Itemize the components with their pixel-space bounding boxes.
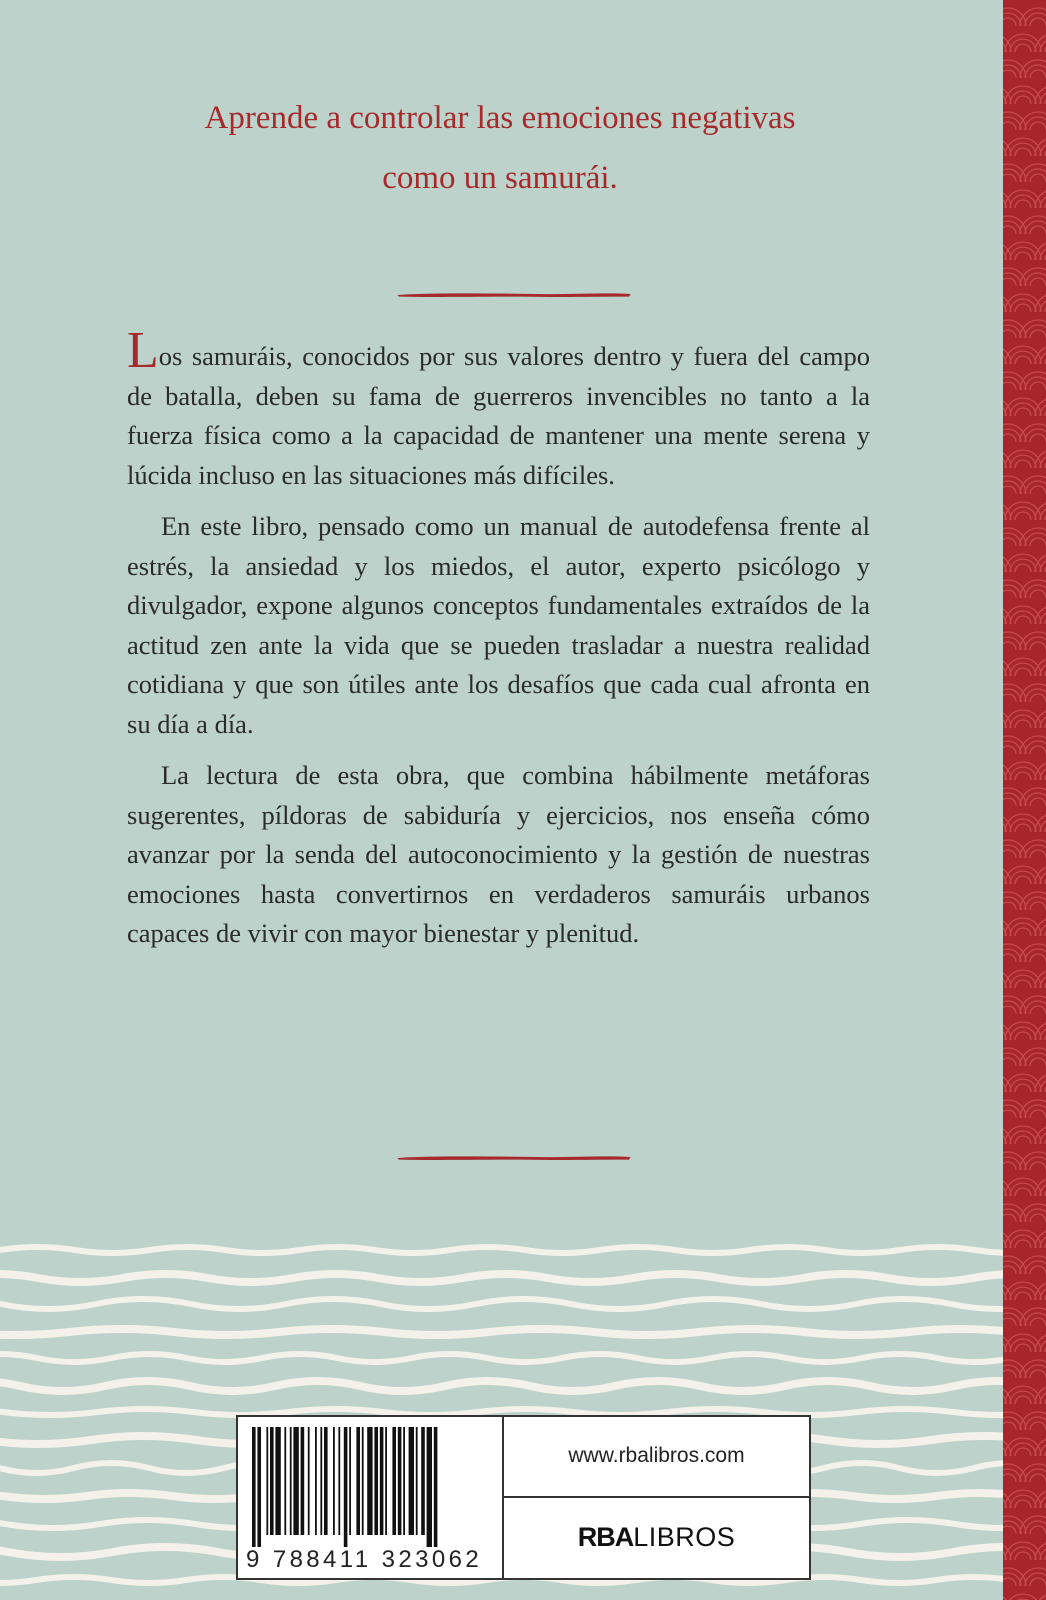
spine-arc xyxy=(1030,18,1046,26)
spine-arc xyxy=(1010,975,1036,988)
spine-arc xyxy=(1010,247,1036,260)
spine-arc xyxy=(1015,564,1031,572)
spine-arc xyxy=(1003,538,1016,546)
spine-arc xyxy=(1010,1339,1036,1352)
spine-arc xyxy=(1010,1391,1036,1404)
spine-arc xyxy=(1003,382,1016,390)
barcode-bar xyxy=(293,1427,298,1535)
spine-arc xyxy=(1015,876,1031,884)
spine-arc xyxy=(1015,980,1031,988)
spine-arc xyxy=(1003,1526,1016,1534)
spine-arc xyxy=(1010,1235,1036,1248)
spine-arc xyxy=(1030,746,1046,754)
brush-divider-top xyxy=(372,290,656,300)
spine-arc xyxy=(1030,434,1046,442)
spine-arc xyxy=(1015,616,1031,624)
spine-arc xyxy=(1030,1162,1046,1170)
barcode-bar xyxy=(333,1427,335,1535)
barcode-bar xyxy=(344,1427,348,1547)
spine-arc xyxy=(1003,122,1016,130)
barcode-bar xyxy=(434,1427,438,1547)
publisher-logo-bold: RBA xyxy=(577,1522,634,1553)
spine-arc xyxy=(1003,1370,1016,1378)
spine-arc xyxy=(1003,694,1016,702)
spine-arc xyxy=(1030,226,1046,234)
spine-arc xyxy=(1030,382,1046,390)
publisher-logo xyxy=(504,1498,809,1579)
publisher-logo-light: LIBROS xyxy=(633,1522,736,1553)
spine-arc xyxy=(1010,871,1036,884)
spine-arc xyxy=(1010,507,1036,520)
wave-line xyxy=(0,1299,1003,1309)
spine-arc xyxy=(1030,590,1046,598)
wave-line xyxy=(0,1274,1003,1282)
spine-arc xyxy=(1015,1188,1031,1196)
spine-arc xyxy=(1030,1578,1046,1586)
barcode-bar xyxy=(409,1427,414,1535)
spine-arc xyxy=(1030,174,1046,182)
spine-arc xyxy=(1010,767,1036,780)
brush-divider-bottom xyxy=(372,1153,656,1163)
spine-arc xyxy=(1010,611,1036,624)
spine-arc xyxy=(1010,1495,1036,1508)
spine-arc xyxy=(1030,1370,1046,1378)
spine-arc xyxy=(1010,143,1036,156)
barcode-bar xyxy=(385,1427,387,1535)
spine-arc xyxy=(1003,1006,1016,1014)
spine-arc xyxy=(1015,824,1031,832)
spine-arc xyxy=(1003,486,1016,494)
barcode-bars xyxy=(252,1427,490,1547)
spine-arc xyxy=(1010,559,1036,572)
wave-line xyxy=(0,1329,1003,1335)
spine-arc xyxy=(1010,1183,1036,1196)
barcode-bar xyxy=(257,1427,261,1547)
spine-arc xyxy=(1003,850,1016,858)
tagline xyxy=(120,88,880,208)
spine-arc xyxy=(1003,278,1016,286)
spine-arc xyxy=(1010,299,1036,312)
spine-arc xyxy=(1003,18,1016,26)
spine-arc xyxy=(1030,1318,1046,1326)
spine-arc xyxy=(1010,403,1036,416)
spine-arc xyxy=(1030,486,1046,494)
spine-arc xyxy=(1015,668,1031,676)
barcode-panel xyxy=(236,1415,811,1580)
spine-arc xyxy=(1015,460,1031,468)
spine-arc xyxy=(1015,1344,1031,1352)
spine-arc xyxy=(1003,70,1016,78)
spine-arc xyxy=(1003,174,1016,182)
spine-arc xyxy=(1015,1552,1031,1560)
paragraph-2: En este libro, pensado como un manual de autodefensa frente al estrés, la ansiedad y los miedos, el autor, experto psicólogo y divulgador, expone algunos conceptos fundamentales extraídos de la actitud zen ante la vida que se pueden trasladar a nuestra realidad cotidiana y que son útiles ante los desafíos que cada cual afronta en su día a día. xyxy=(127,511,870,739)
wave-line xyxy=(0,1247,1003,1253)
spine-arc xyxy=(1030,1474,1046,1482)
spine-arc xyxy=(1003,1318,1016,1326)
barcode-bar xyxy=(320,1427,322,1535)
spine-arc xyxy=(1003,590,1016,598)
spine-arc xyxy=(1030,642,1046,650)
spine-arc xyxy=(1003,1422,1016,1430)
barcode-bar xyxy=(315,1427,317,1535)
barcode-bar xyxy=(380,1427,384,1535)
barcode-bar xyxy=(367,1427,372,1535)
spine-arc xyxy=(1010,1443,1036,1456)
spine-arc xyxy=(1015,408,1031,416)
spine-arc xyxy=(1003,1578,1016,1586)
tagline-line-2: como un samurái. xyxy=(382,160,618,196)
spine-arc xyxy=(1030,850,1046,858)
spine-arc xyxy=(1003,1110,1016,1118)
barcode-bar xyxy=(301,1427,305,1535)
wave-line xyxy=(0,1381,1003,1391)
spine-arc xyxy=(1010,351,1036,364)
publisher-website: www.rbalibros.com xyxy=(504,1417,809,1498)
barcode-bar xyxy=(392,1427,396,1535)
spine-arc xyxy=(1003,330,1016,338)
spine-arc xyxy=(1030,1214,1046,1222)
spine-arc xyxy=(1030,70,1046,78)
barcode-bar xyxy=(275,1427,280,1535)
spine-arc xyxy=(1003,434,1016,442)
paragraph-1-text: os samuráis, conocidos por sus valores dentro y fuera del campo de batalla, deben su fama de guerreros invencibles no tanto a la fuerza física como a la capacidad de mantener una mente serena y lúcida incluso en las situaciones más difíciles. xyxy=(127,341,870,490)
spine-arc xyxy=(1010,39,1036,52)
spine-arc xyxy=(1015,1448,1031,1456)
spine-arc xyxy=(1010,1079,1036,1092)
spine-arc xyxy=(1010,663,1036,676)
spine-arc xyxy=(1003,1266,1016,1274)
barcode-bar xyxy=(252,1427,256,1547)
isbn-digits: 9 788411 323062 xyxy=(246,1546,483,1573)
spine-arc xyxy=(1015,44,1031,52)
spine-arc xyxy=(1010,1027,1036,1040)
spine-arc xyxy=(1003,746,1016,754)
spine-arc xyxy=(1015,1084,1031,1092)
spine-arc xyxy=(1003,1162,1016,1170)
barcode-bar xyxy=(416,1427,418,1535)
spine-arc xyxy=(1010,819,1036,832)
spine-arc xyxy=(1010,1131,1036,1144)
spine-arc xyxy=(1003,1474,1016,1482)
spine-arc xyxy=(1015,252,1031,260)
spine-arc xyxy=(1003,1214,1016,1222)
spine-arc xyxy=(1010,91,1036,104)
spine-arc xyxy=(1010,1287,1036,1300)
paragraph-3: La lectura de esta obra, que combina hábilmente metáforas sugerentes, píldoras de sabiduría y ejercicios, nos enseña cómo avanzar por la senda del autoconocimiento y la gestión de nuestras emociones hasta convertirnos en verdaderos samuráis urbanos capaces de vivir con mayor bienestar y plenitud. xyxy=(127,760,870,948)
spine-arc xyxy=(1030,122,1046,130)
barcode-bar xyxy=(308,1427,310,1535)
barcode-bar xyxy=(362,1427,364,1535)
spine-arc xyxy=(1010,715,1036,728)
spine-arc xyxy=(1030,1266,1046,1274)
barcode-bar xyxy=(284,1427,286,1535)
barcode-bar xyxy=(290,1427,292,1535)
spine-arc xyxy=(1010,195,1036,208)
barcode-bar xyxy=(338,1427,340,1535)
spine-arc xyxy=(1015,96,1031,104)
spine-arc xyxy=(1003,226,1016,234)
barcode-bar xyxy=(403,1427,405,1535)
barcode-bar xyxy=(421,1427,425,1535)
paragraph-1 xyxy=(127,322,870,495)
spine-arc xyxy=(1010,1547,1036,1560)
drop-cap: L xyxy=(127,322,159,379)
tagline-line-1: Aprende a controlar las emociones negativas xyxy=(204,100,796,136)
spine-arc xyxy=(1030,954,1046,962)
spine-arc xyxy=(1003,954,1016,962)
spine-arc xyxy=(1030,1526,1046,1534)
spine-arc xyxy=(1010,923,1036,936)
red-spine-pattern xyxy=(1003,0,1046,1600)
spine-arc xyxy=(1015,304,1031,312)
spine-arc xyxy=(1030,1110,1046,1118)
barcode-bar xyxy=(349,1427,351,1535)
spine-arc xyxy=(1003,642,1016,650)
spine-arc xyxy=(1015,928,1031,936)
barcode-bar xyxy=(356,1427,360,1535)
spine-arc xyxy=(1030,694,1046,702)
spine-arc xyxy=(1015,148,1031,156)
wave-line xyxy=(0,1354,1003,1362)
spine-arc xyxy=(1030,902,1046,910)
spine-arc xyxy=(1015,720,1031,728)
isbn-barcode xyxy=(238,1417,504,1578)
spine-arc xyxy=(1015,1136,1031,1144)
spine-arc xyxy=(1003,902,1016,910)
publisher-info xyxy=(504,1417,809,1578)
spine-arc xyxy=(1015,772,1031,780)
barcode-bar xyxy=(374,1427,378,1535)
spine-arc xyxy=(1015,1240,1031,1248)
spine-arc xyxy=(1030,798,1046,806)
spine-arc xyxy=(1030,1006,1046,1014)
spine-arc xyxy=(1030,278,1046,286)
spine-arc xyxy=(1003,798,1016,806)
book-description xyxy=(127,322,870,966)
spine-arc xyxy=(1035,1594,1046,1600)
spine-arc xyxy=(1015,356,1031,364)
spine-arc xyxy=(1030,330,1046,338)
barcode-bar xyxy=(398,1427,402,1535)
spine-arc xyxy=(1030,538,1046,546)
spine-arc xyxy=(1015,1292,1031,1300)
barcode-bar xyxy=(266,1427,268,1535)
spine-arc xyxy=(1003,1058,1016,1066)
spine-arc xyxy=(1015,200,1031,208)
barcode-bar xyxy=(270,1427,274,1535)
barcode-bar xyxy=(427,1427,432,1547)
spine-arc xyxy=(1010,455,1036,468)
barcode-bar xyxy=(324,1427,328,1535)
spine-arc xyxy=(1030,1058,1046,1066)
spine-arc xyxy=(1015,512,1031,520)
spine-arc xyxy=(1015,1396,1031,1404)
spine-arc xyxy=(1015,1500,1031,1508)
spine-arc xyxy=(1015,1032,1031,1040)
spine-arc xyxy=(1030,1422,1046,1430)
